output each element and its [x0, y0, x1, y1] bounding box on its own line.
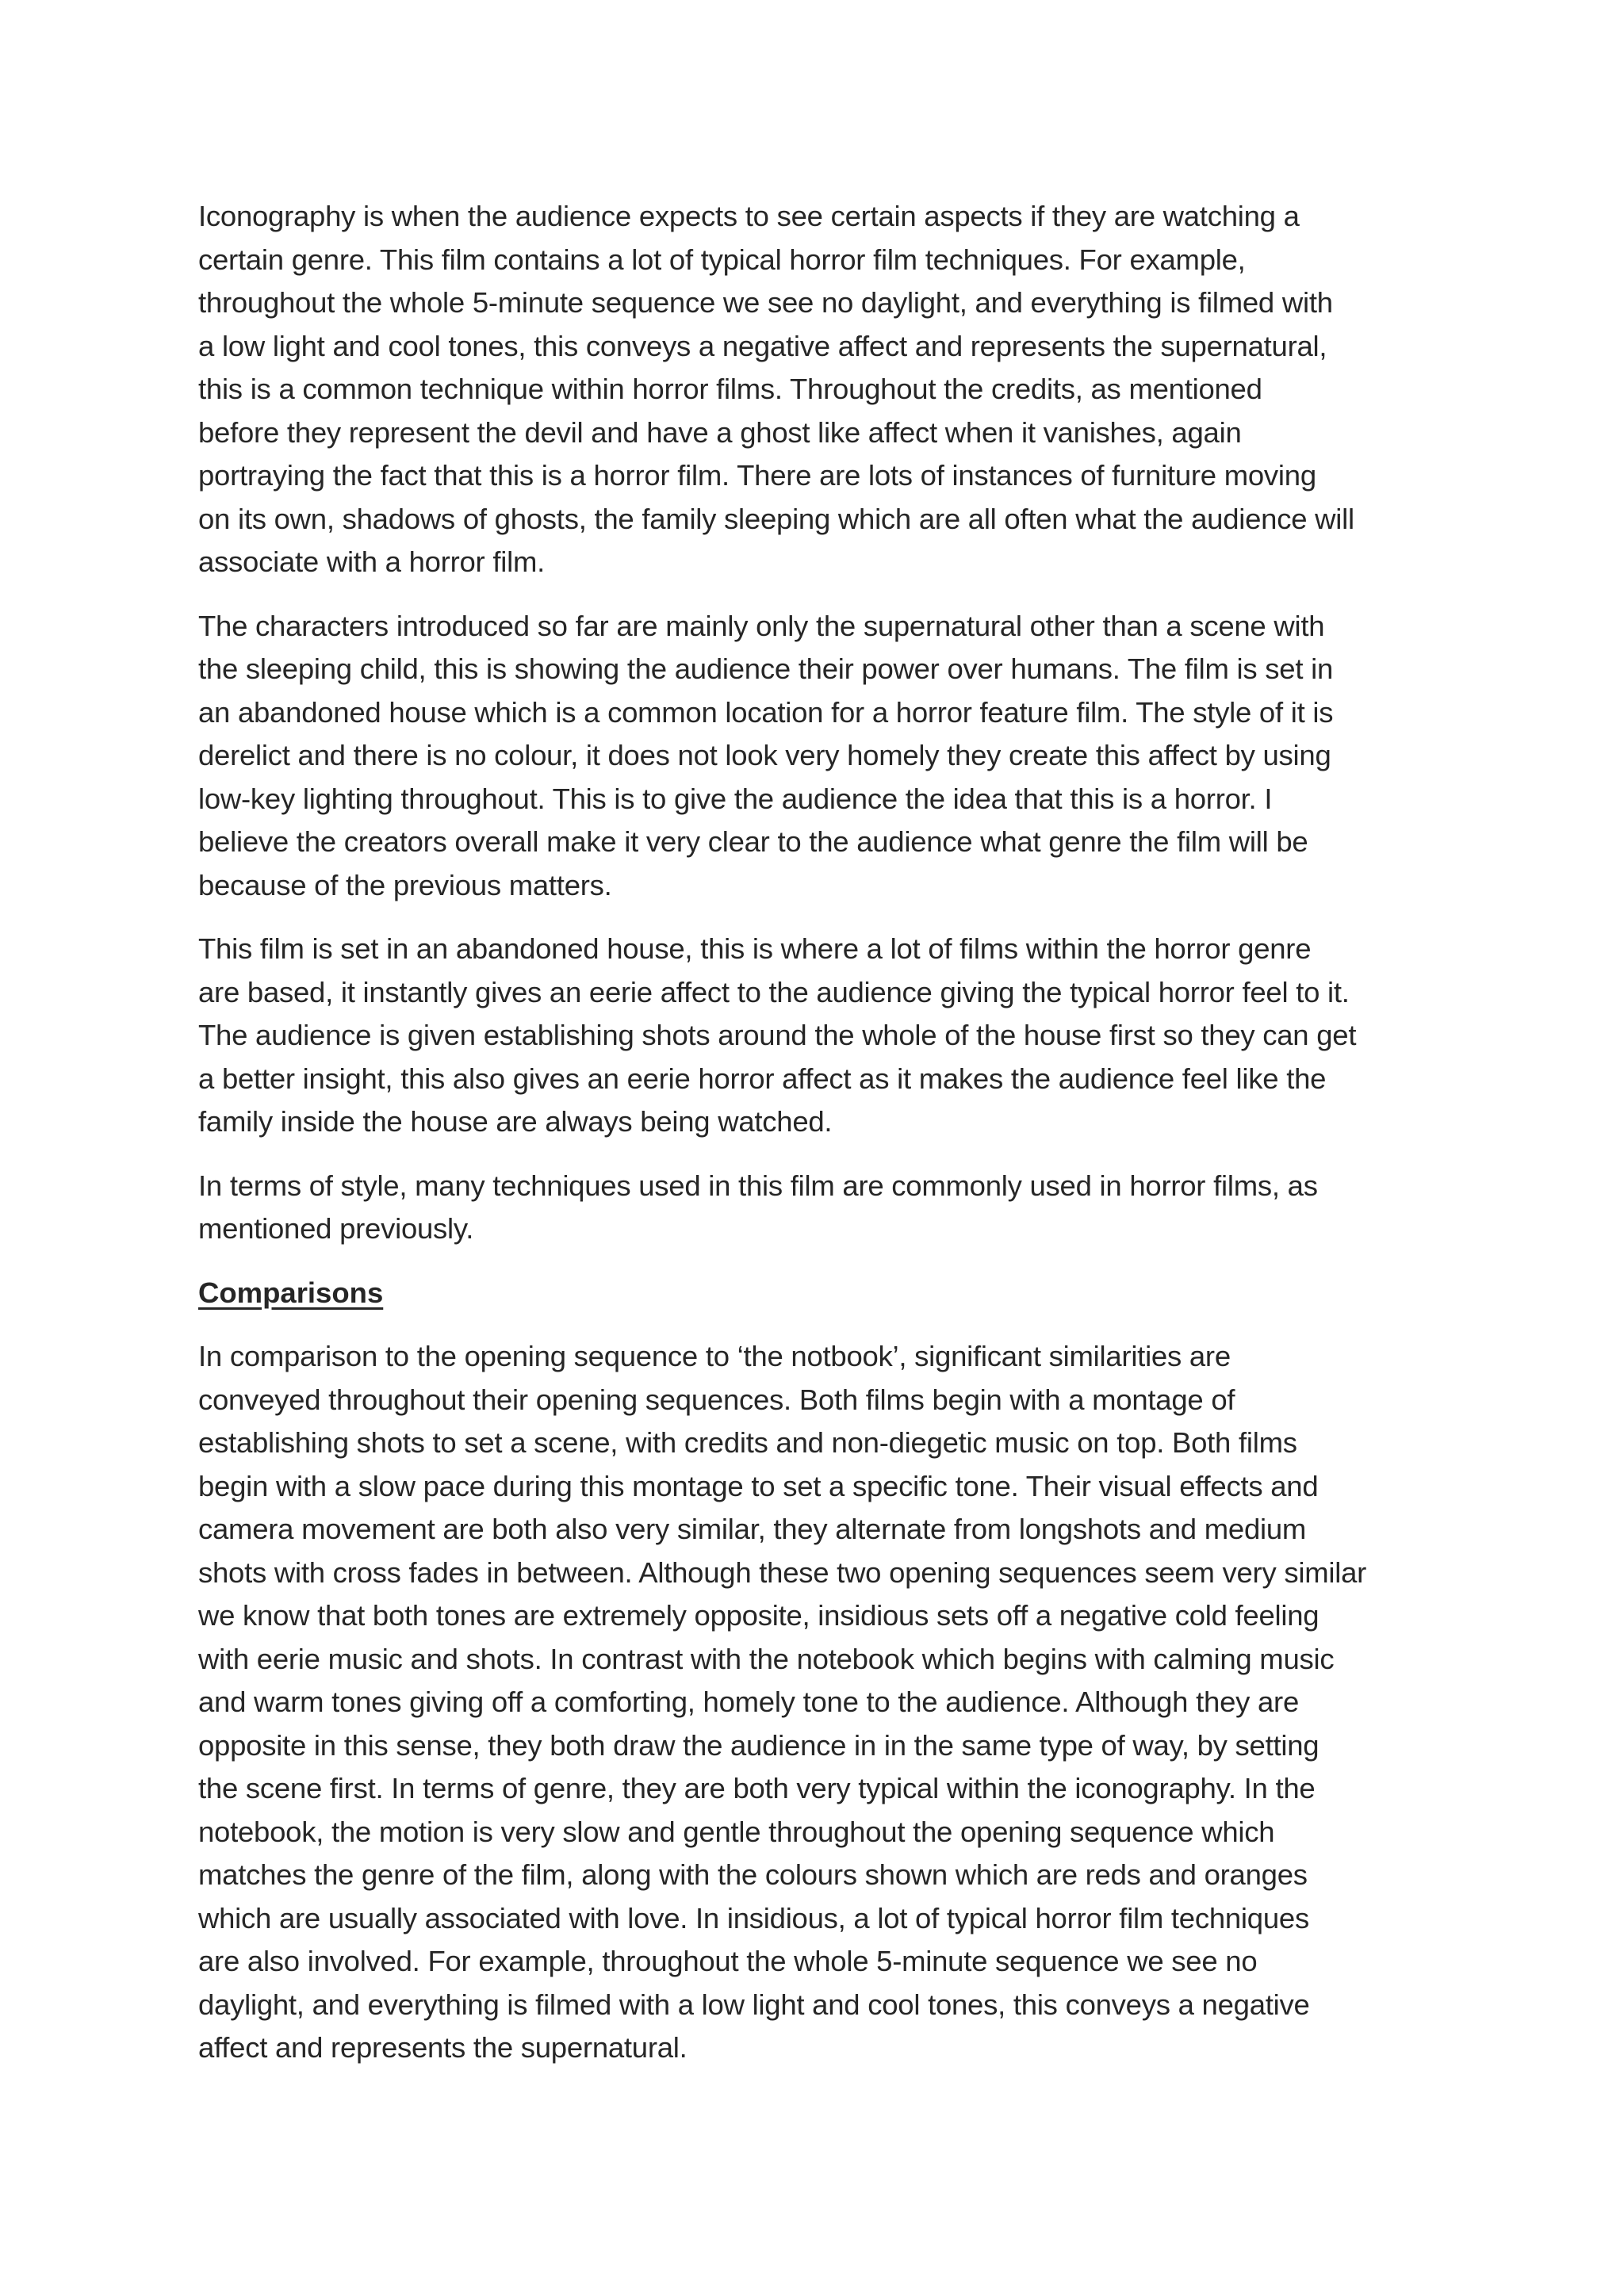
text-line: The characters introduced so far are mainly only the supernatural other than a scene with	[198, 609, 1325, 642]
text-line: derelict and there is no colour, it does not look very homely they create this affect by using	[198, 739, 1331, 771]
text-line: opposite in this sense, they both draw the audience in in the same type of way, by setting	[198, 1728, 1320, 1762]
text-line: This film is set in an abandoned house, this is where a lot of films within the horror genre	[198, 932, 1312, 965]
paragraph-characters	[198, 605, 1440, 908]
text-line: associate with a horror film.	[198, 545, 545, 578]
text-line: portraying the fact that this is a horror film. There are lots of instances of furniture moving	[198, 459, 1316, 492]
paragraph-comparison	[198, 1335, 1440, 2070]
text-line: establishing shots to set a scene, with credits and non-diegetic music on top. Both films	[198, 1426, 1297, 1459]
text-line: are based, it instantly gives an eerie affect to the audience giving the typical horror feel to it.	[198, 975, 1350, 1008]
text-line: and warm tones giving off a comforting, homely tone to the audience. Although they are	[198, 1686, 1300, 1718]
text-line: conveyed throughout their opening sequences. Both films begin with a montage of	[198, 1383, 1235, 1416]
text-line: family inside the house are always being watched.	[198, 1105, 833, 1138]
text-line: this is a common technique within horror films. Throughout the credits, as mentioned	[198, 373, 1262, 405]
text-line: because of the previous matters.	[198, 868, 612, 901]
text-line: daylight, and everything is filmed with a low light and cool tones, this conveys a negative	[198, 1988, 1310, 2021]
text-line: a low light and cool tones, this conveys a negative affect and represents the supernatural,	[198, 329, 1327, 362]
text-line: with eerie music and shots. In contrast with the notebook which begins with calming music	[198, 1642, 1335, 1675]
text-line: an abandoned house which is a common location for a horror feature film. The style of it is	[198, 695, 1334, 729]
text-line: we know that both tones are extremely opposite, insidious sets off a negative cold feeling	[198, 1599, 1320, 1632]
text-line: affect and represents the supernatural.	[198, 2031, 688, 2064]
text-line: matches the genre of the film, along with the colours shown which are reds and oranges	[198, 1858, 1308, 1891]
text-line: which are usually associated with love. In insidious, a lot of typical horror film techniques	[198, 1901, 1309, 1934]
text-line: In comparison to the opening sequence to ‘the notbook’, significant similarities are	[198, 1340, 1231, 1372]
text-line: camera movement are both also very similar, they alternate from longshots and medium	[198, 1513, 1307, 1545]
text-line: throughout the whole 5-minute sequence we see no daylight, and everything is filmed with	[198, 286, 1333, 319]
text-line: shots with cross fades in between. Although these two opening sequences seem very similar	[198, 1556, 1367, 1589]
text-line: believe the creators overall make it very clear to the audience what genre the film will be	[198, 825, 1308, 858]
text-line: a better insight, this also gives an eerie horror affect as it makes the audience feel like the	[198, 1062, 1327, 1095]
text-line: Iconography is when the audience expects to see certain aspects if they are watching a	[198, 200, 1300, 232]
text-line: on its own, shadows of ghosts, the family sleeping which are all often what the audience will	[198, 502, 1354, 535]
paragraph-iconography	[198, 195, 1440, 584]
text-line: before they represent the devil and have a ghost like affect when it vanishes, again	[198, 415, 1242, 449]
section-heading-comparisons: Comparisons	[198, 1276, 384, 1309]
text-line: In terms of style, many techniques used in this film are commonly used in horror films, as	[198, 1169, 1318, 1202]
text-line: the sleeping child, this is showing the audience their power over humans. The film is set in	[198, 652, 1334, 685]
paragraph-style	[198, 1165, 1440, 1251]
paragraph-setting	[198, 928, 1440, 1144]
text-line: certain genre. This film contains a lot of typical horror film techniques. For example,	[198, 243, 1246, 276]
text-line: notebook, the motion is very slow and gentle throughout the opening sequence which	[198, 1815, 1275, 1848]
text-line: the scene first. In terms of genre, they are both very typical within the iconography. In the	[198, 1772, 1316, 1804]
text-line: begin with a slow pace during this montage to set a specific tone. Their visual effects and	[198, 1469, 1319, 1502]
text-line: mentioned previously.	[198, 1212, 474, 1245]
text-line: low-key lighting throughout. This is to give the audience the idea that this is a horror. I	[198, 782, 1273, 815]
text-line: The audience is given establishing shots around the whole of the house first so they can get	[198, 1019, 1357, 1051]
text-line: are also involved. For example, throughout the whole 5-minute sequence we see no	[198, 1945, 1258, 1977]
